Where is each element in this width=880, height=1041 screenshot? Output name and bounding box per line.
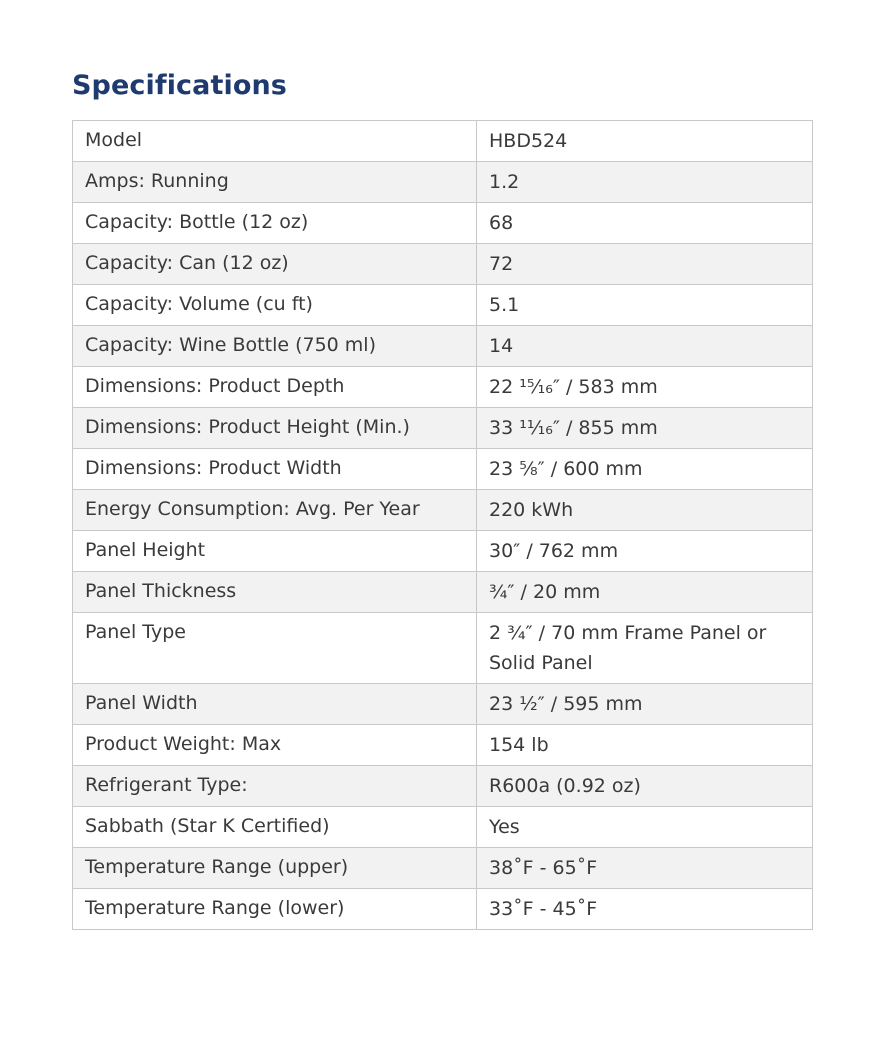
table-row xyxy=(73,408,813,449)
spec-label: Capacity: Wine Bottle (750 ml) xyxy=(73,326,477,367)
spec-value: 14 xyxy=(477,326,813,367)
spec-label: Temperature Range (upper) xyxy=(73,848,477,889)
specifications-table xyxy=(72,120,813,930)
spec-value: 33˚F - 45˚F xyxy=(477,889,813,930)
spec-label: Capacity: Bottle (12 oz) xyxy=(73,203,477,244)
spec-label: Panel Thickness xyxy=(73,572,477,613)
spec-value: HBD524 xyxy=(477,121,813,162)
spec-label: Capacity: Volume (cu ft) xyxy=(73,285,477,326)
spec-label: Panel Height xyxy=(73,531,477,572)
table-row xyxy=(73,490,813,531)
spec-label: Dimensions: Product Width xyxy=(73,449,477,490)
spec-label: Dimensions: Product Depth xyxy=(73,367,477,408)
spec-value: 72 xyxy=(477,244,813,285)
spec-value: 23 ½″ / 595 mm xyxy=(477,684,813,725)
spec-value: 1.2 xyxy=(477,162,813,203)
spec-label: Energy Consumption: Avg. Per Year xyxy=(73,490,477,531)
spec-value: R600a (0.92 oz) xyxy=(477,766,813,807)
table-row xyxy=(73,449,813,490)
spec-value: 23 ⁵⁄₈″ / 600 mm xyxy=(477,449,813,490)
spec-value: 68 xyxy=(477,203,813,244)
specifications-section xyxy=(72,68,812,930)
table-row xyxy=(73,203,813,244)
table-row xyxy=(73,121,813,162)
table-row xyxy=(73,572,813,613)
spec-label: Refrigerant Type: xyxy=(73,766,477,807)
table-row xyxy=(73,367,813,408)
table-row xyxy=(73,244,813,285)
spec-value: 220 kWh xyxy=(477,490,813,531)
specifications-table-body xyxy=(73,121,813,930)
spec-value: 33 ¹¹⁄₁₆″ / 855 mm xyxy=(477,408,813,449)
spec-label: Panel Width xyxy=(73,684,477,725)
spec-label: Capacity: Can (12 oz) xyxy=(73,244,477,285)
table-row xyxy=(73,531,813,572)
spec-value: 38˚F - 65˚F xyxy=(477,848,813,889)
spec-label: Model xyxy=(73,121,477,162)
table-row xyxy=(73,285,813,326)
spec-value: 30″ / 762 mm xyxy=(477,531,813,572)
spec-value: 22 ¹⁵⁄₁₆″ / 583 mm xyxy=(477,367,813,408)
spec-label: Temperature Range (lower) xyxy=(73,889,477,930)
spec-label: Panel Type xyxy=(73,613,477,684)
table-row xyxy=(73,162,813,203)
spec-value: 154 lb xyxy=(477,725,813,766)
spec-value: 2 ¾″ / 70 mm Frame Panel or Solid Panel xyxy=(477,613,813,684)
spec-value: 5.1 xyxy=(477,285,813,326)
spec-value: Yes xyxy=(477,807,813,848)
spec-value: ¾″ / 20 mm xyxy=(477,572,813,613)
spec-label: Product Weight: Max xyxy=(73,725,477,766)
table-row xyxy=(73,848,813,889)
table-row xyxy=(73,725,813,766)
table-row xyxy=(73,807,813,848)
spec-label: Amps: Running xyxy=(73,162,477,203)
table-row xyxy=(73,326,813,367)
spec-label: Dimensions: Product Height (Min.) xyxy=(73,408,477,449)
table-row xyxy=(73,684,813,725)
page-title: Specifications xyxy=(72,70,287,101)
table-row xyxy=(73,889,813,930)
table-row xyxy=(73,613,813,684)
table-row xyxy=(73,766,813,807)
spec-label: Sabbath (Star K Certified) xyxy=(73,807,477,848)
